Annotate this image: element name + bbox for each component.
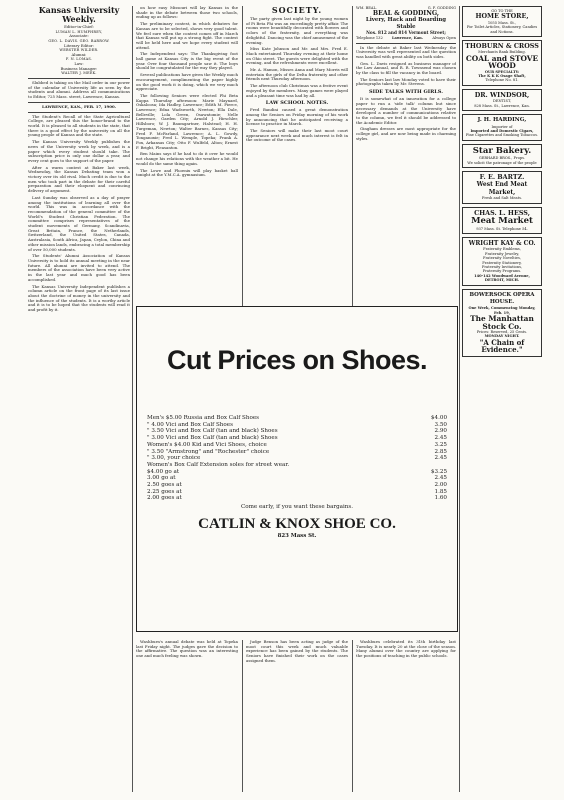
column-rule (242, 640, 243, 792)
associate-label: Associate: (69, 33, 89, 39)
law-school-heading: LAW SCHOOL NOTES. (265, 100, 329, 107)
shoe-item: " 3.00 Vici and Box Calf (tan and black) Shoes (147, 435, 278, 442)
article-paragraph: The preliminary contest, in which debaters for Kansas are to be selected, shows very good talent. We feel sure when the contest comes off in March that Kansas will put up a strong fight. The contest will be held here and we hope every student will attend. (136, 21, 238, 50)
law-school-articles (246, 108, 348, 143)
divider (28, 102, 130, 103)
divider (28, 112, 130, 113)
business-manager: WALTER J. MEEK. (61, 71, 97, 76)
home-store-address: 1055 Mass. St., (487, 20, 517, 25)
column-3 (246, 6, 348, 306)
dentist-title: DR. WINDSOR, (474, 90, 530, 99)
shoe-item: Women's Box Calf Extension soles for street wear. (147, 461, 290, 468)
shoe-price-row (147, 462, 447, 469)
meat-market-title: Meat Market (471, 216, 533, 227)
masthead-title: Kansas University Weekly. (38, 6, 120, 24)
shoe-price-row (147, 489, 447, 496)
wright-kay-line: Fraternity Programs. (482, 269, 522, 274)
article-paragraph: The Kansas University Independent publishes a column article on the front page of its last issue about the doctrine of money in the university and the influence of the students. It is a worthy article and it is to be hoped that the students will read it and profit by it. (28, 283, 130, 313)
thoburn-title: THOBURN & CROSS (465, 42, 539, 51)
column-rule (352, 640, 353, 792)
shoe-price-row (147, 455, 447, 462)
livery-meta-right: G. F. GODDING (427, 6, 456, 10)
livery-open: Always Open (432, 36, 456, 41)
livery-meta-left: WM. BEAL. (356, 6, 378, 10)
society-paragraph: The party given last night by the young women of Pi Beta Phi was an exceedingly pretty affair. The rooms were beautifully decorated with flowers and colors of the fraternity, and everything was delightful. Dancing was the chief amusement of the evening. (246, 16, 348, 45)
shoe-sale-ad (136, 306, 458, 632)
wright-kay-line: Fraternity Jewelry, (484, 251, 520, 256)
article-paragraph: The Seniors last law Monday voted to have their photographs taken by Mr. Stevens. (356, 76, 456, 87)
opera-house-ad (462, 289, 542, 357)
bartz-line: Fresh and Salt Meats. (481, 196, 523, 201)
side-talk-paragraph: It is somewhat of an innovation for a college paper to run a 'side talk' column but since necessary demands at the University have developed a number of communications relative to the column, we feel it should be addressed to the Academic Editor. (356, 96, 456, 125)
shoe-ad-address: 823 Mass St. (277, 533, 317, 540)
shoe-price-row (147, 415, 447, 422)
column-4 (356, 6, 456, 306)
home-store-title: HOME STORE, (475, 12, 529, 21)
shoe-price-row (147, 442, 447, 449)
article-paragraph: Ben Mains says if he had to do it over he would not change his relations with the weather a bit. He would do the same thing again. (136, 151, 238, 166)
specialty-phone: Telephone No. 81. (485, 78, 519, 83)
shoe-price: 3.50 (434, 421, 447, 428)
meat-market-address: 937 Mass. St. Telephone 54. (476, 226, 528, 231)
divider (28, 78, 130, 79)
divider (356, 43, 456, 44)
shoe-price: 2.45 (434, 435, 447, 442)
shoe-item: 2.00 goes at (147, 495, 182, 502)
livery-city: Lawrence, Kan. (392, 36, 424, 41)
opera-play: "A Chain of Evidence." (479, 337, 525, 355)
wright-kay-title: WRIGHT KAY & CO. (468, 239, 536, 247)
harding-line: Imported and Domestic Cigars, (470, 128, 534, 133)
home-store-line: For Toilet Articles, Stationery, Candies and Notions. (466, 25, 538, 34)
harding-title: J. H. HARDING, (477, 117, 527, 124)
opera-monday: MONDAY NIGHT. (484, 334, 520, 339)
home-store-top: GO TO THE (491, 9, 513, 13)
column-2-articles (136, 6, 238, 178)
shoe-price: $4.00 (430, 415, 447, 421)
column-rule (132, 6, 133, 792)
shoe-price: 2.90 (434, 428, 447, 435)
article-paragraph: The Student's Recall of the State Agricultural College, are pleased this the honor-brand to the world. It is pleased to all students in the state, that there is a good effect by the university on all the young people of Kansas and the state. (28, 113, 130, 138)
business-label: Business Manager: (60, 65, 98, 71)
livery-contact (356, 36, 456, 40)
shoe-price: 1.60 (434, 495, 447, 502)
column-5-ads (462, 6, 542, 792)
star-bakery-line: We solicit the patronage of the people (467, 160, 537, 165)
article-paragraph: Last Sunday was observed as a day of prayer among the institutions of learning all over the world. This was in accordance with the recommendation of the general committee of the World's Student Christian Federation. The committee comprises representatives of the student movements of Germany, Scandinavia, Great Britain, France, the Netherlands, Switzerland, the United States, Canada, Australasia, South Africa, Japan, Ceylon, China and other mission lands, embracing a total membership of over 50,000 students. (28, 194, 130, 252)
literary-label: Literary Editor: (63, 42, 95, 48)
livery-address: Nos. 812 and 814 Vermont Street; (366, 30, 446, 36)
livery-phone: Telephone 132 (356, 36, 383, 41)
star-bakery-sub: GERHARD BROS., Props. (478, 156, 526, 161)
shoe-item: 2.25 goes at (147, 488, 182, 495)
column-1 (28, 6, 130, 792)
lower-column-b (246, 640, 348, 792)
column-rule (352, 6, 353, 306)
article-paragraph: on how easy Missouri will lay Kansas in the shade in the debate between those two schools, ending up as follows: (136, 6, 238, 20)
wright-kay-line: Fraternity Stationery, (482, 260, 522, 265)
shoe-price: 2.45 (434, 455, 447, 462)
column-rule (459, 6, 460, 792)
shoe-ad-title: Cut Prices on Shoes. (166, 345, 428, 375)
society-heading: SOCIETY. (271, 6, 323, 15)
shoe-price-row (147, 482, 447, 489)
law-note-paragraph: Fred Bandini caused a great demonstration among the Seniors on Friday morning of his work by announcing that he anticipated receiving a license to practice in March. (246, 107, 348, 127)
hess-title: CHAS. L. HESS, (474, 208, 530, 217)
wright-kay-address: 140-142 Woodward Avenue, DETROIT, MICH. (474, 273, 530, 283)
opera-prices: Prices: Reserved, 25 Cents. (476, 330, 528, 335)
shoe-price: 1.85 (434, 488, 447, 495)
star-bakery-ad (462, 144, 542, 168)
column-2 (136, 6, 238, 306)
article-paragraph: The following Seniors were elected Phi Beta Kappa Thursday afternoon: Marie Maynard, Oskaloosa; Ida Hadley, Lawrence; Edith M. Pierce, Lawrence; Edna Wadsworth, Newton; Ella Dale, Belleville; Lola Green, Osawatomie; Nelle Lawrence, Garden City; Arnold J. Hirschler, Hillsboro; W. J. Baumgartner, Halstead; H. H. Turgeman, Newton; Walter Barnes, Kansas City; Fred F. McFarland, Lawrence; A. L. Gowdy, Tonganoxie; Fred L. Wemple, Topeka; Frank A. Fox, Arkansas City; Otto F. Wulfeld, Alton; Ernest F. Bright, Pleasanton. (136, 92, 238, 150)
bartz-title: F. E. BARTZ. (479, 173, 525, 182)
harding-ad (462, 114, 542, 141)
law-note-paragraph: The Seniors will make their last moot court appearance next week and much interest is felt in the outcome of the cases. (246, 128, 348, 143)
wright-kay-ad (462, 237, 542, 286)
thoburn-ad (462, 40, 542, 86)
shoe-price-row (147, 449, 447, 456)
alumni-label: Alumni: (71, 51, 87, 57)
lower-c-text: Washburn celebrated its 31th birthday last Tuesday. It is nearly 20 at the close of the season. Many alumni over the country are applying for the positions of teaching in the public schools. (356, 640, 456, 659)
article-paragraph: The Lowe and Phoenix will play basket ball tonight at the Y.M.C.A. gymnasium. (136, 167, 238, 178)
literary-editor: WEBSTER WILDER. (59, 48, 99, 53)
livery-title: BEAL & GODDING, (372, 10, 440, 18)
opera-house-title: BOWERSOCK OPERA HOUSE. (469, 291, 535, 306)
shoe-price: $3.25 (430, 468, 447, 475)
wright-kay-sub: Fraternity Emblems, (483, 247, 521, 252)
wright-kay-line: Fraternity Invitations, (481, 265, 523, 269)
shoe-price: 3.25 (434, 441, 447, 448)
lower-column-c (356, 640, 456, 792)
shoe-ad-foot: Come early, if you want these bargains. (240, 504, 354, 511)
specialty-label: OUR SPECIALTY: (484, 69, 520, 74)
shoe-price: 2.00 (434, 482, 447, 489)
shoe-item: " 4.00 Vici and Box Calf Shoes (147, 421, 233, 428)
shoe-item: Men's $5.00 Russia and Box Calf Shoes (147, 415, 260, 421)
article-paragraph: After a warm contest at Baker last week, Wednesday, the Kansas Debating team won a victory over its old rival. Much credit is due to the men who took part in the debate for their careful preparation and their eloquent and convincing delivery of argument. (28, 164, 130, 194)
shoe-item: 3.00 go at (147, 475, 176, 482)
dentist-address: 828 Mass. St., Lawrence, Kan. (474, 103, 530, 108)
shoe-item: 2.50 goes at (147, 482, 182, 489)
dentist-ad (462, 89, 542, 111)
livery-subtitle: Livery, Hack and Boarding Stable (365, 17, 447, 31)
thoburn-sub: Merchants Bank Building. (478, 50, 526, 55)
lower-column-a (136, 640, 238, 792)
society-paragraph: The afternoon club Christmas was a festive event enjoyed by the members. Many games were played and a pleasant time was had by all. (246, 83, 348, 98)
dentist-sub: DENTIST, (493, 99, 511, 104)
side-talk-paragraph: Gingham dresses are most appropriate for the college girl, and are now being made in charming styles. (356, 126, 456, 141)
shoe-price-row (147, 435, 447, 442)
shoe-price-row (147, 495, 447, 502)
side-talks-heading: SIDE TALKS WITH GIRLS. (369, 89, 443, 96)
star-bakery-title: Star Bakery. (472, 145, 532, 156)
opera-house-sub: One Week, Commencing Monday, Feb. 19, (468, 306, 536, 315)
wright-kay-line: Fraternity Novelties, (482, 256, 522, 261)
article-paragraph: The Kansas University Weekly publishes the news of the University week by week, and is a paper which every student should take. The subscription price is only one dollar a year, and every cent goes to the support of the paper. (28, 139, 130, 163)
notice: Slubbed is taking on the Mail order in our power of the calendar of University life as seen by the students and alumni. Address all communications to Editor, 725 Mass. street, Lawrence, Kansas. (28, 80, 130, 100)
bartz-ad (462, 171, 542, 204)
shoe-price-list (147, 415, 447, 502)
harding-line-2: Fine Cigarettes and Smoking Tobaccos. (465, 133, 539, 138)
shoe-item: $4.00 go at (147, 468, 180, 475)
shoe-price-row (147, 475, 447, 482)
article-paragraph: In the debate at Baker last Wednesday the University was well represented and the question was handled with great ability on both sides. (356, 44, 456, 59)
associates: GEO. L. DAVIS. GEO. BARROW. (48, 38, 110, 43)
hess-ad (462, 207, 542, 234)
column-1-articles (28, 115, 130, 313)
alumni-editor: F. N. LOMAS. (65, 57, 93, 62)
society-articles (246, 17, 348, 98)
dateline: LAWRENCE, KAN., FEB. 17, 1900. (41, 103, 117, 109)
society-paragraph: Miss Kate Johnson and Mr. and Mrs. Fred E. Mack entertained Thursday evening at their home on Ohio street. The guests were delighted with the evening, and the refreshments were excellent. (246, 46, 348, 66)
specialty-line: The K K K Osage Shaft, (478, 74, 526, 79)
article-paragraph: Gen. L. Davis resigned as business manager of the Law Annual, and R. R. Townsend was chosen by the class to fill the vacancy in the board. (356, 60, 456, 76)
law-label: Law: (74, 61, 84, 67)
shoe-item: " 3.00, your choice (147, 455, 201, 462)
column-rule (242, 6, 243, 306)
editor-in-chief-label: Editor-in-Chief: (64, 24, 94, 29)
article-paragraph: The Independent says: The Thanksgiving foot ball game at Kansas City is the big event of the year. Over four thousand people saw it. The boys should be congratulated for the way they played. (136, 51, 238, 71)
side-talks-articles (356, 97, 456, 141)
article-paragraph: Several publications have given the Weekly much encouragement, complimenting the paper highly on the good work it is doing, which we very much appreciate. (136, 72, 238, 92)
bartz-sub: West End Meat Market, (476, 181, 528, 196)
harding-sub: Importer of (491, 124, 513, 129)
home-store-ad (462, 6, 542, 37)
shoe-price: 2.85 (434, 448, 447, 455)
shoe-item: Women's $4.00 Kid and Vici Shoes, choice (147, 441, 267, 448)
society-paragraph: Mr. A. Hamon, Misses Anna and Mary Morris will entertain the girls of the Delta fraternity and other friends next Thursday afternoon. (246, 67, 348, 82)
coal-title: COAL and STOVE WOOD (465, 53, 539, 71)
lower-a-text: Washburn's annual debate was held at Topeka last Friday night. The judges gave the decision to the affirmative. The question was an interesting one and much feeling was shown. (136, 640, 238, 659)
lower-b-text: Judge Benson has been acting as judge of the moot court this week and much valuable experience has been gained by the students. The Seniors have finished their work on the cases assigned them. (246, 640, 348, 663)
shoe-item: " 3.50 Vici and Box Calf (tan and black) Shoes (147, 428, 278, 435)
shoe-price-row (147, 469, 447, 476)
shoe-ad-firm: CATLIN & KNOX SHOE CO. (198, 516, 396, 533)
livery-articles (356, 46, 456, 88)
shoe-price: 2.45 (434, 475, 447, 482)
editor-in-chief: LUMAN L. HUMPHREY, (55, 29, 103, 34)
shoe-item: " 3.50 "Armstrong" and "Rochester" choice (147, 448, 270, 455)
opera-company: The Manhattan Stock Co. (470, 314, 534, 331)
article-paragraph: The Students' Alumni Association of Kansas University is to hold its annual meeting in the near future. All alumni are invited to attend. The members of the association have been very active in the last year and much good has been accomplished. (28, 253, 130, 282)
